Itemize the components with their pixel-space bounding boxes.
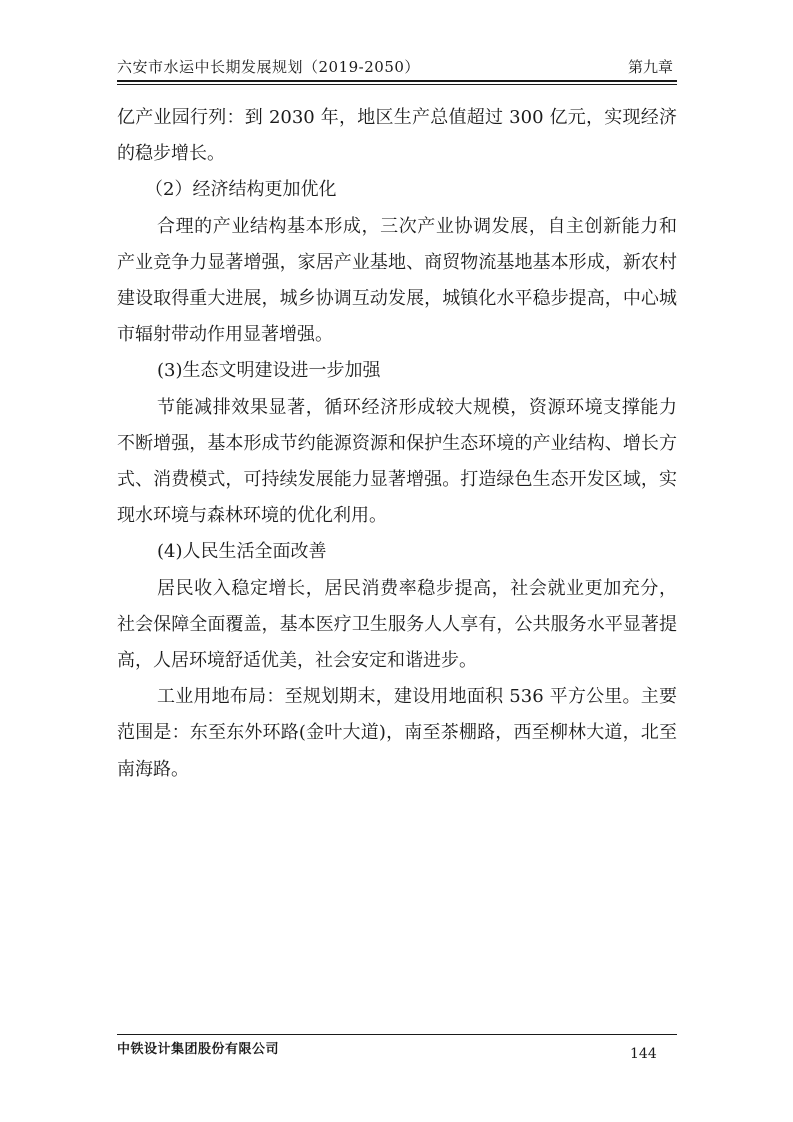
page-header [117, 52, 677, 78]
section-heading-2: （2）经济结构更加优化 [145, 179, 337, 201]
main-content [117, 100, 677, 788]
section-heading-4: (4)人民生活全面改善 [157, 541, 327, 563]
paragraph-economic-structure: 合理的产业结构基本形成，三次产业协调发展，自主创新能力和产业竞争力显著增强，家居产业基地、商贸物流基地基本形成，新农村建设取得重大进展，城乡协调互动发展，城镇化水平稳步提高，中心城市辐射带动作用显著增强。 [117, 215, 677, 346]
paragraph-continuation: 亿产业园行列：到 2030 年，地区生产总值超过 300 亿元，实现经济的稳步增长。 [117, 107, 677, 165]
footer-company-name: 中铁设计集团股份有限公司 [117, 1042, 280, 1057]
section-heading-3: (3)生态文明建设进一步加强 [157, 360, 381, 382]
document-title: 六安市水运中长期发展规划（2019-2050） [117, 58, 420, 76]
footer-rule [117, 1034, 677, 1035]
page-number: 144 [630, 1046, 657, 1062]
chapter-label: 第九章 [627, 58, 673, 76]
paragraph-ecological: 节能减排效果显著，循环经济形成较大规模，资源环境支撑能力不断增强，基本形成节约能源资源和保护生态环境的产业结构、增长方式、消费模式，可持续发展能力显著增强。打造绿色生态开发区域，实现水环境与森林环境的优化利用。 [117, 396, 677, 527]
header-rule-thin [117, 84, 677, 85]
paragraph-livelihood: 居民收入稳定增长，居民消费率稳步提高，社会就业更加充分，社会保障全面覆盖，基本医疗卫生服务人人享有，公共服务水平显著提高，人居环境舒适优美，社会安定和谐进步。 [117, 577, 677, 672]
header-rule [117, 80, 677, 82]
paragraph-industrial-land: 工业用地布局：至规划期末，建设用地面积 536 平方公里。主要范围是：东至东外环路(金叶大道)，南至茶棚路，西至柳林大道，北至南海路。 [117, 686, 677, 780]
